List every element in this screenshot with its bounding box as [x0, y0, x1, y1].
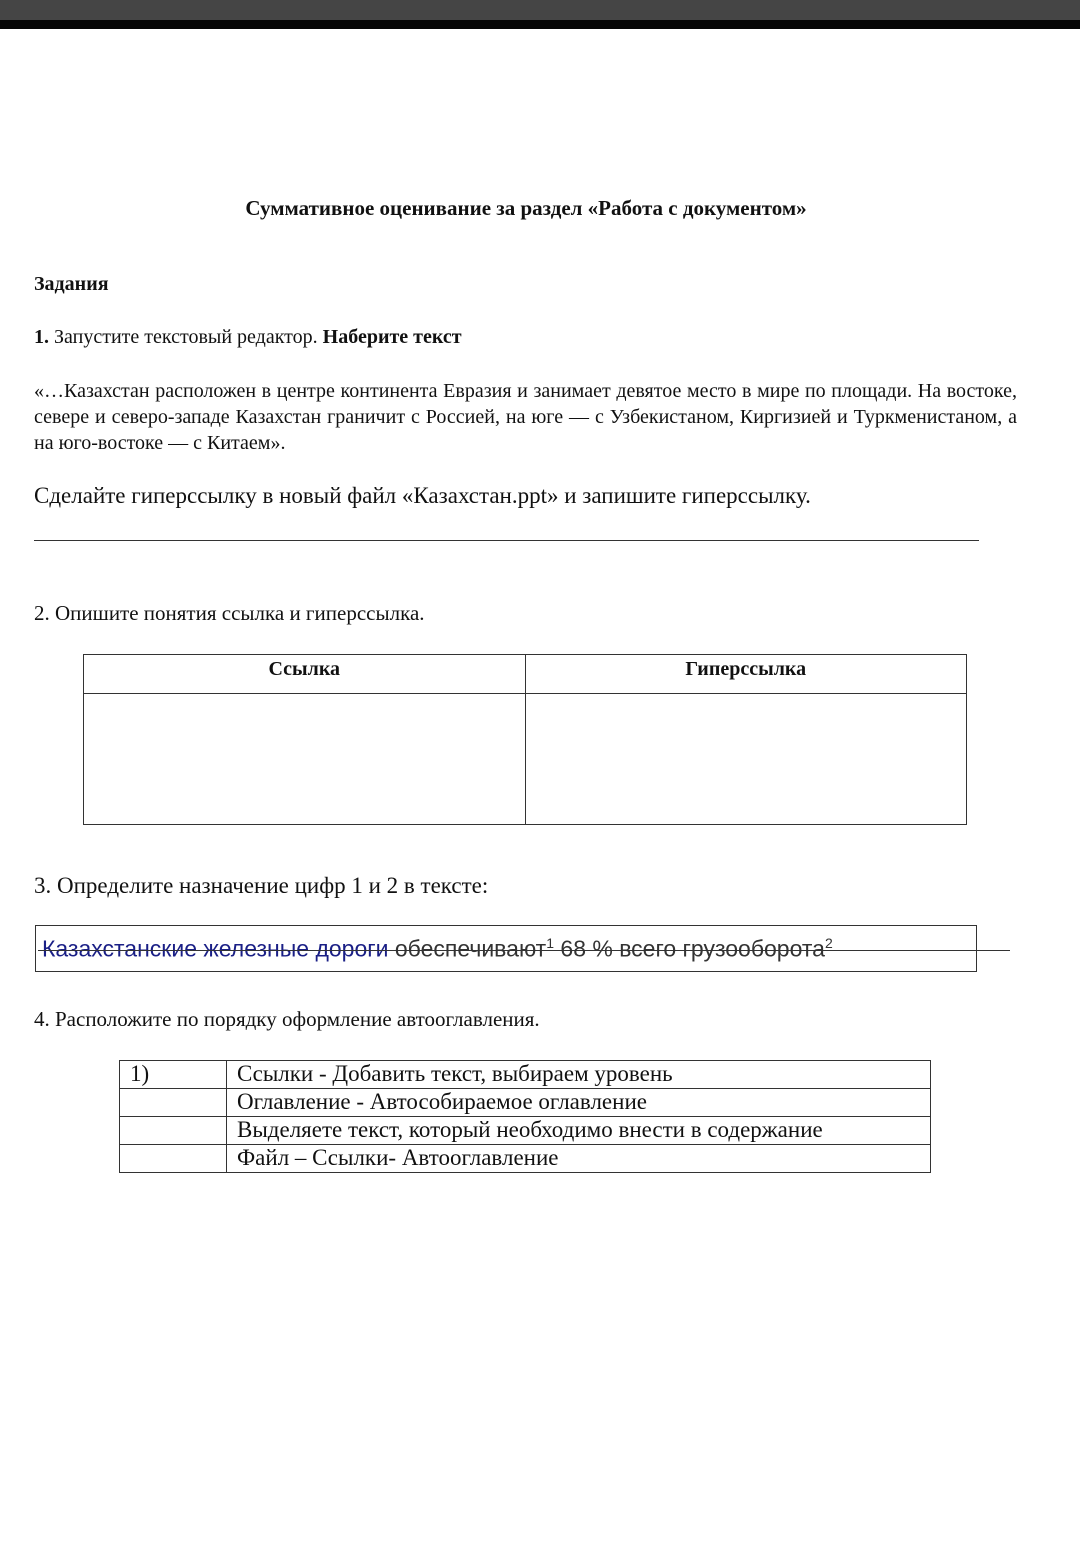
question-1-quote: «…Казахстан расположен в центре континента Евразия и занимает девятое место в мире по площади. На востоке, севере и северо-западе Казахстан граничит с Россией, на юге — с Узбекистаном, Киргизией и Туркменистаном, а на юго-востоке — с Китаем».	[34, 380, 1017, 454]
toc-steps-table	[119, 1060, 931, 1173]
table-row	[120, 1089, 931, 1117]
sample-text-end: 68 % всего грузооборота	[554, 935, 825, 962]
sample-text-box	[35, 925, 977, 972]
step-number	[120, 1145, 227, 1173]
step-text: Оглавление - Автособираемое оглавление	[227, 1089, 931, 1117]
table-header-hyperlink: Гиперссылка	[525, 655, 967, 694]
question-4: 4. Расположите по порядку оформление автооглавления.	[34, 1007, 540, 1031]
answer-line	[34, 540, 979, 541]
question-1-number: 1.	[34, 326, 49, 348]
question-1	[34, 326, 462, 349]
strikethrough-line	[38, 950, 1010, 951]
table-row	[120, 1145, 931, 1173]
question-1-bold: Наберите текст	[322, 326, 462, 348]
answer-cell-link	[84, 694, 526, 825]
step-text: Ссылки - Добавить текст, выбираем уровень	[227, 1061, 931, 1089]
superscript-2: 2	[824, 935, 833, 951]
top-bar-divider	[0, 20, 1080, 29]
concepts-table	[83, 654, 967, 825]
answer-cell-hyperlink	[525, 694, 967, 825]
document-title: Суммативное оценивание за раздел «Работа с документом»	[245, 196, 807, 220]
table-header-link: Ссылка	[84, 655, 526, 694]
step-number: 1)	[120, 1061, 227, 1089]
table-row	[120, 1061, 931, 1089]
step-number	[120, 1089, 227, 1117]
sample-blue-text: Казахстанские железные дороги	[42, 935, 389, 962]
question-2: 2. Опишите понятия ссылка и гиперссылка.	[34, 601, 425, 625]
sample-sentence	[42, 935, 833, 963]
section-heading: Задания	[34, 273, 109, 295]
top-status-bar	[0, 0, 1080, 20]
step-text: Файл – Ссылки- Автооглавление	[227, 1145, 931, 1173]
superscript-1: 1	[546, 935, 555, 951]
sample-text-middle: обеспечивают	[388, 935, 547, 962]
table-row	[120, 1117, 931, 1145]
step-text: Выделяете текст, который необходимо внести в содержание	[227, 1117, 931, 1145]
question-1-intro: Запустите текстовый редактор.	[54, 326, 318, 348]
question-3: 3. Определите назначение цифр 1 и 2 в тексте:	[34, 873, 489, 898]
question-1-task: Сделайте гиперссылку в новый файл «Казахстан.ppt» и запишите гиперссылку.	[34, 483, 811, 508]
step-number	[120, 1117, 227, 1145]
